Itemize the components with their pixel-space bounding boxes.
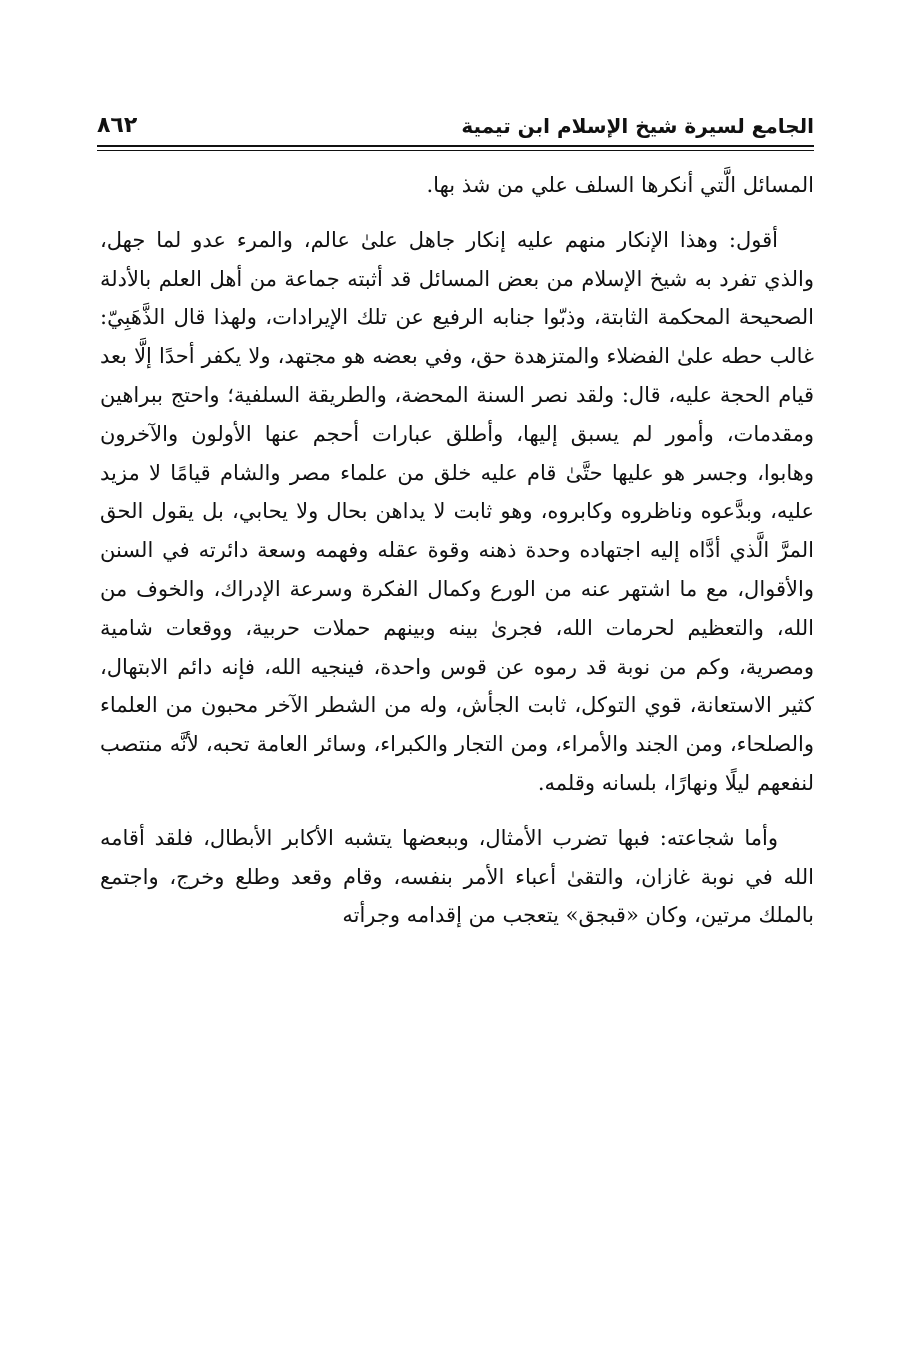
header-rule	[97, 145, 814, 147]
header-rule-thin	[97, 150, 814, 151]
paragraph-continuation: المسائل الَّتي أنكرها السلف علي من شذ بها.	[426, 173, 814, 197]
page-header	[97, 112, 814, 142]
paragraph-dhahabi-quote: أقول: وهذا الإنكار منهم عليه إنكار جاهل علىٰ عالم، والمرء عدو لما جهل، والذي تفرد به شيخ الإسلام من بعض المسائل قد أثبته جماعة من أهل العلم بالأدلة الصحيحة المحكمة الثابتة، وذبّوا جنابه الرفيع عن تلك الإيرادات، ولهذا قال الذَّهَبِيّ: غالب حطه علىٰ الفضلاء والمتزهدة حق، وفي بعضه هو مجتهد، ولا يكفر أحدًا إلَّا بعد قيام الحجة عليه، قال: ولقد نصر السنة المحضة، والطريقة السلفية؛ واحتج ببراهين ومقدمات، وأمور لم يسبق إليها، وأطلق عبارات أحجم عنها الأولون والآخرون وهابوا، وجسر هو عليها حتَّىٰ قام عليه خلق من علماء مصر والشام قيامًا لا مزيد عليه، وبدَّعوه وناظروه وكابروه، وهو ثابت لا يداهن بحال ولا يحابي، بل يقول الحق المرَّ الَّذي أدَّاه إليه اجتهاده وحدة ذهنه وقوة عقله وفهمه وسعة دائرته في السنن والأقوال، مع ما اشتهر عنه من الورع وكمال الفكرة وسرعة الإدراك، والخوف من الله، والتعظيم لحرمات الله، فجرىٰ بينه وبينهم حملات حربية، ووقعات شامية ومصرية، وكم من نوبة قد رموه عن قوس واحدة، فينجيه الله، فإنه دائم الابتهال، كثير الاستعانة، قوي التوكل، ثابت الجأش، وله من الشطر الآخر محبون من العلماء والصلحاء، ومن الجند والأمراء، ومن التجار والكبراء، وسائر العامة تحبه، لأنَّه منتصب لنفعهم ليلًا ونهارًا، بلسانه وقلمه.	[100, 227, 814, 795]
paragraph-gap	[100, 803, 814, 819]
body-text	[100, 166, 814, 935]
page-number: ٨٦٢	[97, 113, 138, 138]
paragraph-gap	[100, 205, 814, 221]
paragraph-courage: وأما شجاعته: فبها تضرب الأمثال، وببعضها يتشبه الأكابر الأبطال، فلقد أقامه الله في نوبة غازان، والتقىٰ أعباء الأمر بنفسه، وقام وقعد وطلع وخرج، واجتمع بالملك مرتين، وكان «قبجق» يتعجب من إقدامه وجرأته	[100, 825, 814, 928]
running-title: الجامع لسيرة شيخ الإسلام ابن تيمية	[461, 114, 814, 138]
